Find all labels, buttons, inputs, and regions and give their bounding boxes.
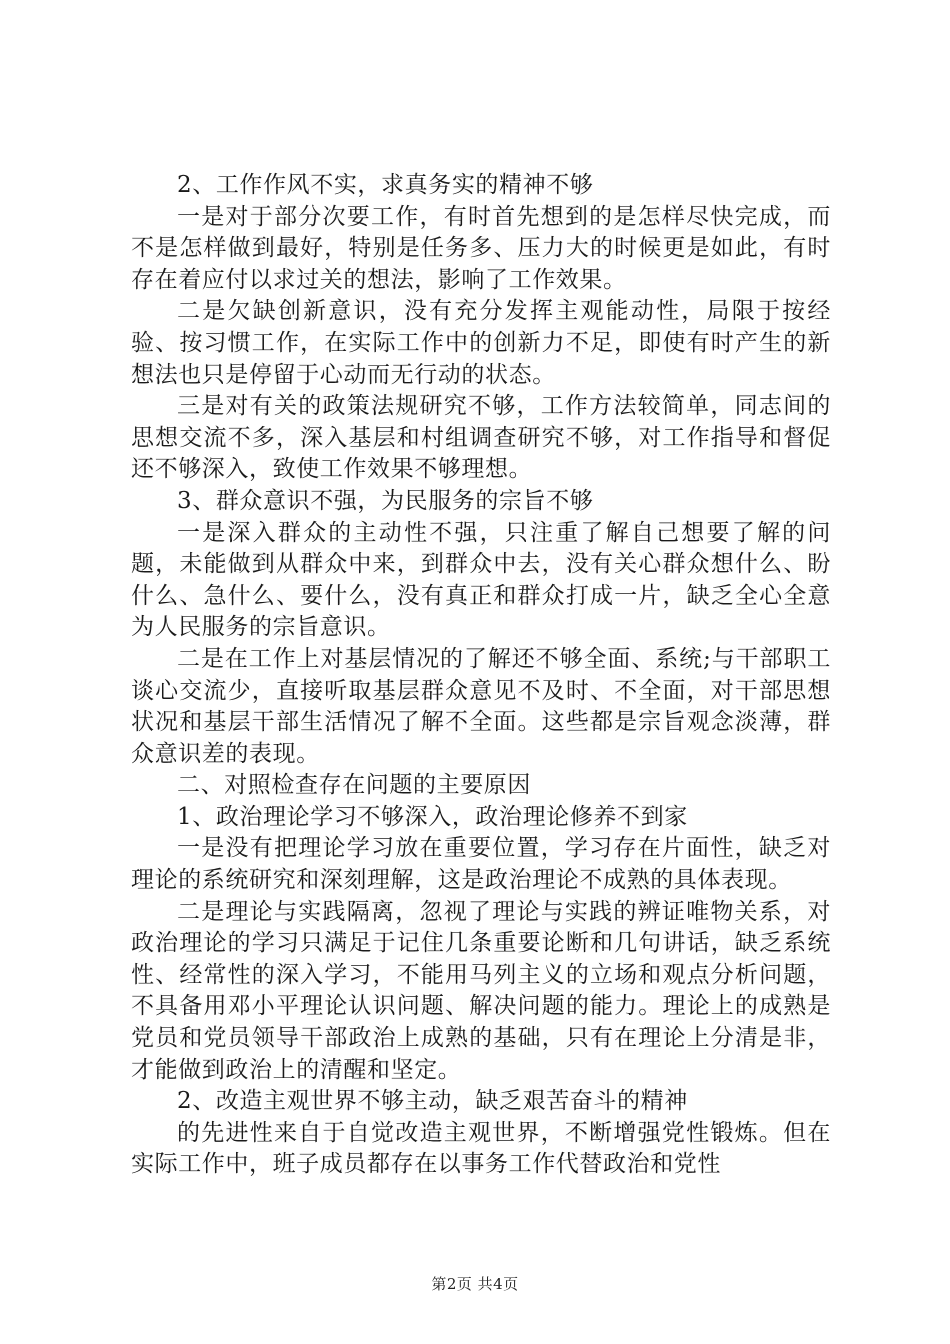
document-body: [131, 170, 831, 1181]
paragraph: 三是对有关的政策法规研究不够，工作方法较简单，同志间的思想交流不多，深入基层和村组调查研究不够，对工作指导和督促还不够深入，致使工作效果不够理想。: [131, 393, 831, 483]
section-heading: 3、群众意识不强，为民服务的宗旨不够: [177, 487, 594, 514]
paragraph: 二是在工作上对基层情况的了解还不够全面、系统;与干部职工谈心交流少，直接听取基层群众意见不及时、不全面，对干部思想状况和基层干部生活情况了解不全面。这些都是宗旨观念淡薄，群众意识差的表现。: [131, 645, 831, 767]
page-number-footer: 第2页 共4页: [431, 1275, 519, 1293]
paragraph: 的先进性来自于自觉改造主观世界，不断增强党性锻炼。但在实际工作中，班子成员都存在以事务工作代替政治和党性: [131, 1119, 831, 1178]
section-heading: 2、工作作风不实，求真务实的精神不够: [177, 172, 594, 198]
section-heading: 2、改造主观世界不够主动，缺乏艰苦奋斗的精神: [177, 1088, 688, 1115]
paragraph: 一是深入群众的主动性不强，只注重了解自己想要了解的问题，未能做到从群众中来，到群众中去，没有关心群众想什么、盼什么、急什么、要什么，没有真正和群众打成一片，缺乏全心全意为人民服务的宗旨意识。: [131, 519, 831, 641]
paragraph: 二是理论与实践隔离，忽视了理论与实践的辨证唯物关系，对政治理论的学习只满足于记住几条重要论断和几句讲话，缺乏系统性、经常性的深入学习，不能用马列主义的立场和观点分析问题，不具备用邓小平理论认识问题、解决问题的能力。理论上的成熟是党员和党员领导干部政治上成熟的基础，只有在理论上分清是非，才能做到政治上的清醒和坚定。: [131, 898, 831, 1083]
section-heading: 1、政治理论学习不够深入，政治理论修养不到家: [177, 803, 688, 830]
paragraph: 一是没有把理论学习放在重要位置，学习存在片面性，缺乏对理论的系统研究和深刻理解，这是政治理论不成熟的具体表现。: [131, 835, 831, 894]
section-heading: 二、对照检查存在问题的主要原因: [177, 772, 531, 799]
paragraph: 二是欠缺创新意识，没有充分发挥主观能动性，局限于按经验、按习惯工作，在实际工作中的创新力不足，即使有时产生的新想法也只是停留于心动而无行动的状态。: [131, 298, 831, 388]
paragraph: 一是对于部分次要工作，有时首先想到的是怎样尽快完成，而不是怎样做到最好，特别是任务多、压力大的时候更是如此，有时存在着应付以求过关的想法，影响了工作效果。: [131, 203, 831, 293]
